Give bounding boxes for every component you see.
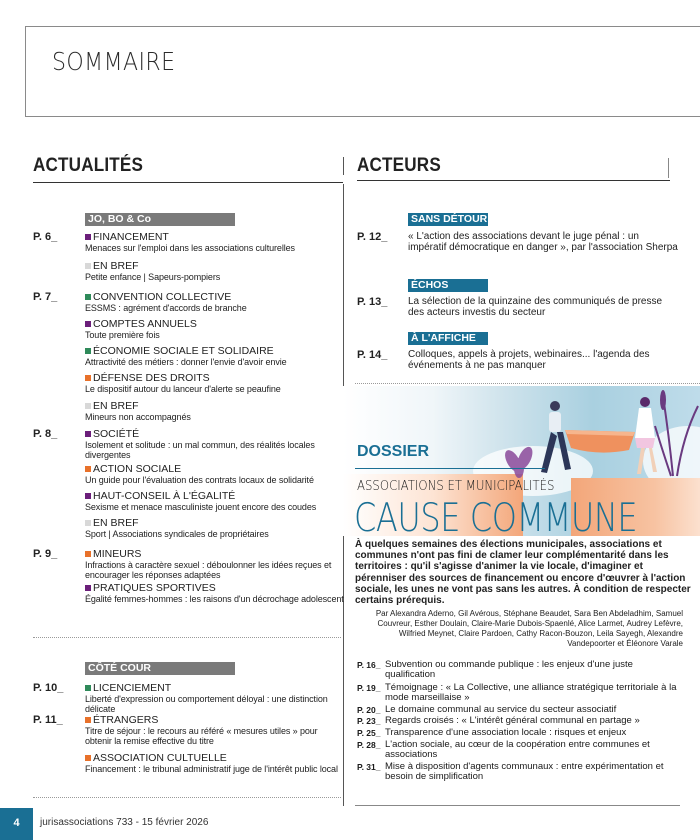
page-number: P. 7_ [33, 291, 58, 303]
entry-description: ESSMS : agrément d'accords de branche [85, 303, 247, 313]
entry-description: La sélection de la quinzaine des communiqués de presse des acteurs investis du secteur [408, 296, 663, 318]
section-separator [33, 637, 341, 638]
entry-rubric [85, 490, 345, 502]
entry-description: Infractions à caractère sexuel : déboulonner les idées reçues et encourager les réponses adaptées [85, 560, 332, 580]
section-label: JO, BO & Co [85, 213, 235, 226]
article-title: Transparence d'une association locale : risques et enjeux [385, 727, 627, 738]
category-square-icon [85, 294, 91, 300]
category-square-icon [85, 321, 91, 327]
toc-entry [85, 548, 345, 580]
dossier-article [357, 762, 697, 782]
dossier-bottom-rule [355, 805, 680, 806]
category-square-icon [85, 717, 91, 723]
entry-rubric [85, 372, 345, 384]
category-square-icon [85, 234, 91, 240]
dossier-subtitle: ASSOCIATIONS ET MUNICIPALITÉS [357, 479, 555, 494]
article-title: Mise à disposition d'agents communaux : entre expérimentation et besoin de simplification [385, 761, 664, 782]
article-title: Regards croisés : « L'intérêt général communal en partage » [385, 715, 640, 726]
toc-entry [85, 517, 345, 539]
title-box [25, 26, 700, 117]
entry-rubric [85, 752, 345, 764]
rubric-label: EN BREF [93, 400, 139, 412]
entry-rubric [85, 260, 345, 272]
toc-entry [85, 260, 345, 282]
acteurs-heading-rule [357, 180, 670, 181]
rubric-label: SOCIÉTÉ [93, 428, 140, 440]
acteurs-heading-tick [668, 158, 669, 178]
rubric-label: PRATIQUES SPORTIVES [93, 582, 216, 594]
category-square-icon [85, 375, 91, 381]
entry-rubric [85, 463, 345, 475]
toc-entry [85, 372, 345, 394]
category-square-icon [85, 685, 91, 691]
page-number: P. 13_ [357, 296, 388, 308]
page-number: P. 6_ [33, 231, 58, 243]
entry-rubric [85, 291, 345, 303]
entry-rubric [85, 714, 345, 726]
rubric-label: ASSOCIATION CULTUELLE [93, 752, 227, 764]
dossier-label: DOSSIER [357, 443, 430, 460]
dossier-title: CAUSE COMMUNE [354, 496, 638, 541]
category-square-icon [85, 466, 91, 472]
column-divider-top [343, 157, 344, 175]
entry-description: Un guide pour l'évaluation des contrats locaux de solidarité [85, 475, 314, 485]
dossier-authors: Par Alexandra Aderno, Gil Avérous, Stéphane Beaudet, Sara Ben Abdeladhim, Samuel Couvreur, Esther Doulain, Claire-Marie Dubois-Spaenlé, Alice Larmet, Audrey Lefèvre, Wilfried Meynet, Claire Pardoen, Cathy Racon-Bouzon, Leila Sayegh, Alexandre Vandepoorter et Éléonore Varale [375, 609, 683, 648]
page-number: P. 10_ [33, 682, 64, 694]
dossier-article [357, 716, 697, 726]
entry-rubric [85, 682, 345, 694]
actualites-heading: ACTUALITÉS [33, 155, 144, 176]
toc-entry [85, 400, 345, 422]
dossier-article [357, 683, 697, 703]
dossier-article [357, 705, 697, 715]
entry-description: Le dispositif autour du lanceur d'alerte se peaufine [85, 384, 281, 394]
dossier-article [357, 660, 697, 680]
rubric-label: DÉFENSE DES DROITS [93, 372, 210, 384]
entry-rubric [85, 400, 345, 412]
entry-description: Toute première fois [85, 330, 160, 340]
entry-description: Financement : le tribunal administratif juge de l'intérêt public local [85, 764, 338, 774]
entry-rubric [85, 345, 345, 357]
rubric-label: CONVENTION COLLECTIVE [93, 291, 232, 303]
actualites-heading-rule [33, 182, 343, 183]
toc-entry [85, 345, 345, 367]
entry-description: Mineurs non accompagnés [85, 412, 191, 422]
entry-description: Petite enfance | Sapeurs-pompiers [85, 272, 221, 282]
toc-entry [85, 318, 345, 340]
page-number: P. 8_ [33, 428, 58, 440]
rubric-label: ÉTRANGERS [93, 714, 159, 726]
rubric-label: LICENCIEMENT [93, 682, 172, 694]
toc-entry [85, 714, 345, 746]
entry-rubric [85, 231, 345, 243]
section-separator [355, 383, 700, 384]
entry-description: Isolement et solitude : un mal commun, des réalités locales divergentes [85, 440, 315, 460]
article-title: Le domaine communal au service du secteur associatif [385, 704, 617, 715]
section-label: À L'AFFICHE [408, 332, 488, 345]
category-square-icon [85, 585, 91, 591]
section-label: SANS DÉTOUR [408, 213, 488, 226]
category-square-icon [85, 263, 91, 269]
rubric-label: FINANCEMENT [93, 231, 169, 243]
rubric-label: EN BREF [93, 260, 139, 272]
toc-entry [85, 231, 345, 253]
entry-description: Attractivité des métiers : donner l'envie d'avoir envie [85, 357, 287, 367]
page-number: P. 11_ [33, 714, 63, 726]
page-number-badge: 4 [0, 808, 33, 840]
category-square-icon [85, 403, 91, 409]
dossier-intro: À quelques semaines des élections municipales, associations et communes n'ont pas fini de clamer leur complémentarité dans les territoires : qu'il s'agisse d'animer la vie locale, d'imaginer et pérenniser des sources de financement ou encore d'œuvrer à l'action sociale, les unes ne vont pas sans les autres. À condition de respecter certains prérequis. [355, 539, 691, 607]
acteurs-heading: ACTEURS [357, 155, 441, 176]
article-title: L'action sociale, au cœur de la coopération entre communes et associations [385, 739, 650, 760]
page-number: P. 14_ [357, 349, 388, 361]
toc-entry [85, 463, 345, 485]
dossier-article [357, 740, 697, 760]
category-square-icon [85, 431, 91, 437]
toc-entry [85, 490, 345, 512]
entry-description: Menaces sur l'emploi dans les associations culturelles [85, 243, 295, 253]
entry-description: « L'action des associations devant le juge pénal : un impératif démocratique en danger », par l'association Sherpa [408, 231, 678, 253]
page-number: P. 9_ [33, 548, 58, 560]
page-number: P. 12_ [357, 231, 388, 243]
rubric-label: COMPTES ANNUELS [93, 318, 197, 330]
section-label: ÉCHOS [408, 279, 488, 292]
article-title: Témoignage : « La Collective, une alliance stratégique territoriale à la mode marseillaise » [385, 682, 677, 703]
entry-rubric [85, 548, 345, 560]
entry-description: Liberté d'expression ou comportement déloyal : une distinction délicate [85, 694, 328, 714]
category-square-icon [85, 520, 91, 526]
section-separator [33, 797, 341, 798]
entry-description: Colloques, appels à projets, webinaires... l'agenda des événements à ne pas manquer [408, 349, 650, 371]
page-title: SOMMAIRE [52, 47, 176, 76]
toc-entry [85, 682, 345, 714]
page-number: P. 23_ [357, 716, 381, 726]
dossier-rule [355, 468, 545, 469]
category-square-icon [85, 551, 91, 557]
entry-rubric [85, 428, 345, 440]
section-label: CÔTÉ COUR [85, 662, 235, 675]
entry-description: Sexisme et menace masculiniste jouent encore des coudes [85, 502, 317, 512]
toc-entry [85, 428, 345, 460]
publication-info: jurisassociations 733 - 15 février 2026 [40, 817, 209, 828]
dossier-article [357, 728, 697, 738]
rubric-label: ACTION SOCIALE [93, 463, 182, 475]
page-number: P. 19_ [357, 683, 381, 693]
page-number: P. 20_ [357, 705, 381, 715]
entry-rubric [85, 582, 345, 594]
entry-description: Sport | Associations syndicales de propriétaires [85, 529, 269, 539]
rubric-label: HAUT-CONSEIL À L'ÉGALITÉ [93, 490, 236, 502]
rubric-label: EN BREF [93, 517, 139, 529]
page-number: P. 16_ [357, 660, 381, 670]
page-number: P. 28_ [357, 740, 381, 750]
entry-rubric [85, 517, 345, 529]
toc-entry [85, 291, 345, 313]
entry-rubric [85, 318, 345, 330]
page-number: P. 31_ [357, 762, 381, 772]
toc-entry [85, 752, 345, 774]
category-square-icon [85, 348, 91, 354]
page-number: P. 25_ [357, 728, 381, 738]
category-square-icon [85, 493, 91, 499]
entry-description: Titre de séjour : le recours au référé « mesures utiles » pour obtenir la remise effective du titre [85, 726, 318, 746]
toc-entry [85, 582, 345, 604]
category-square-icon [85, 755, 91, 761]
article-title: Subvention ou commande publique : les enjeux d'une juste qualification [385, 659, 633, 680]
entry-description: Égalité femmes-hommes : les raisons d'un décrochage adolescent [85, 594, 344, 604]
rubric-label: ÉCONOMIE SOCIALE ET SOLIDAIRE [93, 345, 274, 357]
rubric-label: MINEURS [93, 548, 142, 560]
